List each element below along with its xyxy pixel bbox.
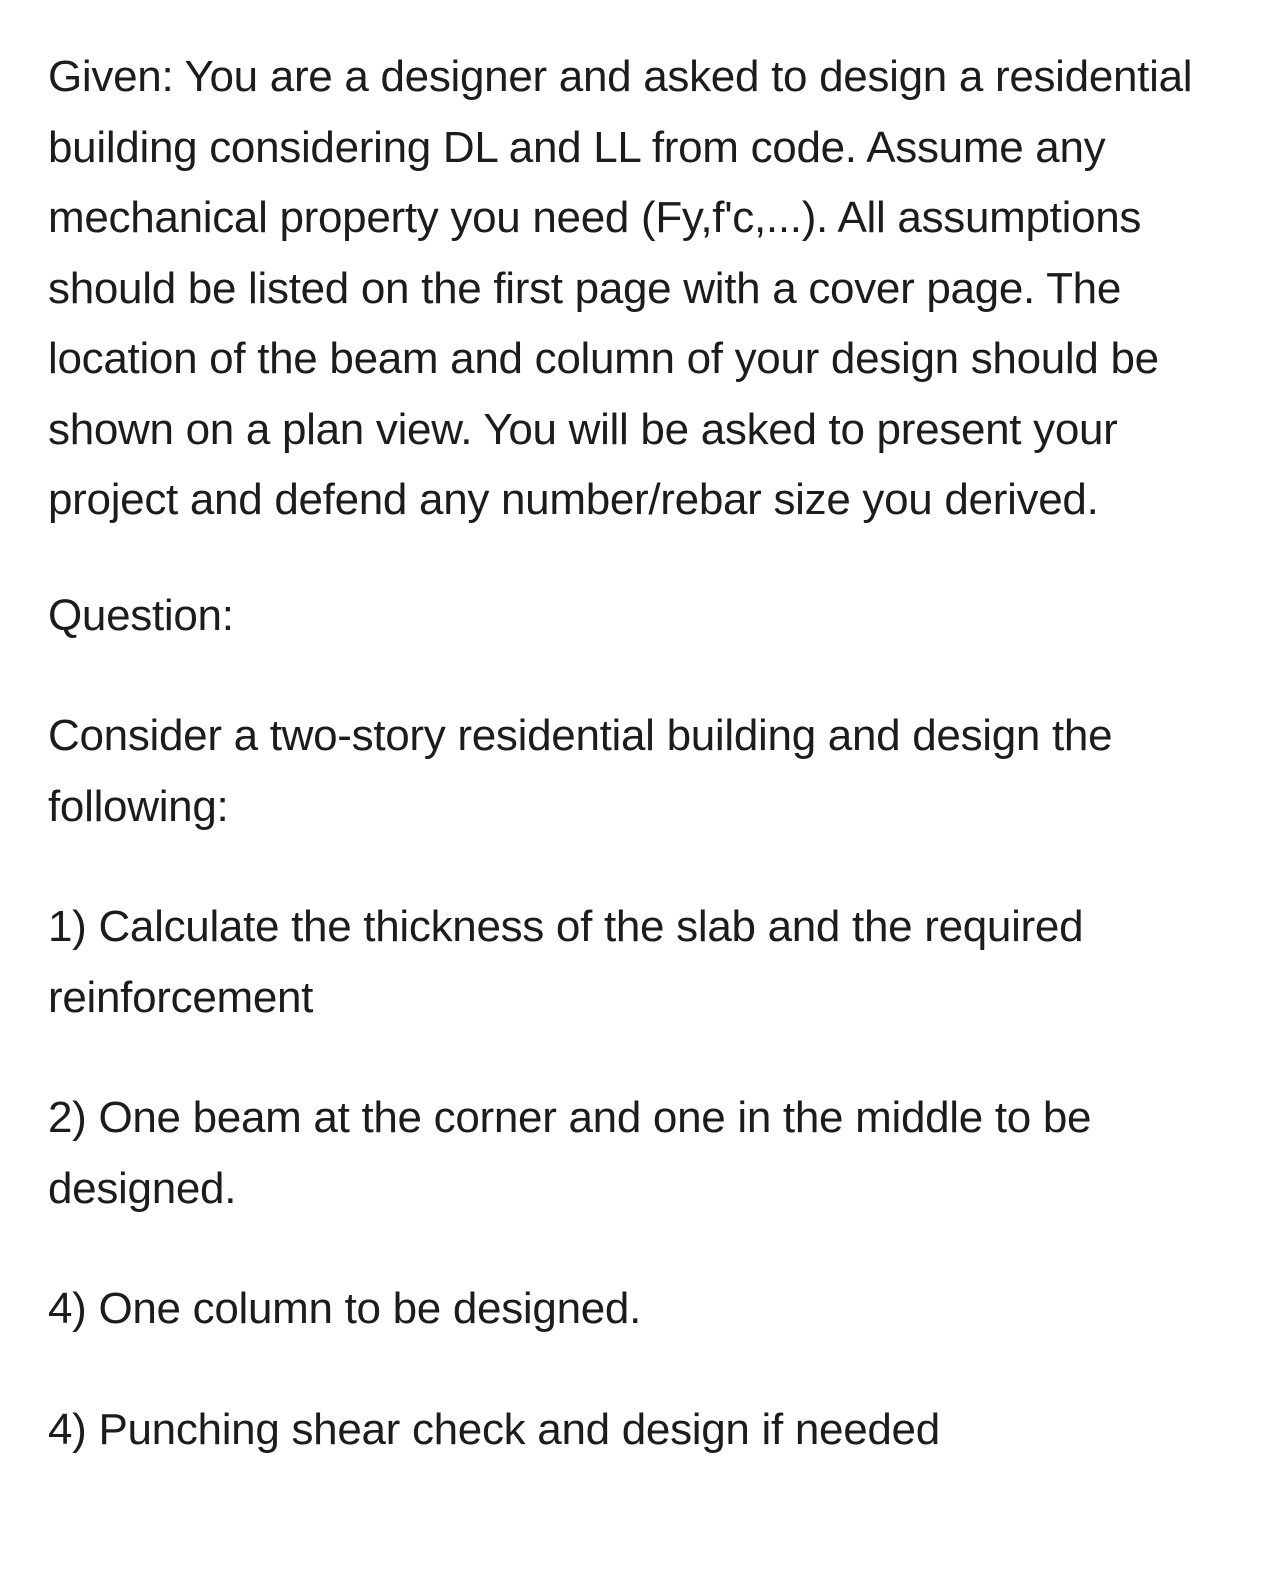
question-item-1: 1) Calculate the thickness of the slab and the required reinforcement — [48, 902, 1096, 1022]
spacer — [48, 536, 1248, 581]
given-paragraph: Given: You are a designer and asked to design a residential building considering DL and LL from code. Assume any mechanical property you need (Fy,f'c,...). All assumptions should be listed on the first page with a cover page. The location of the beam and column of your design should be shown on a plan view. You will be asked to present your project and defend any number/rebar size you derived. — [48, 52, 1205, 524]
document-body — [48, 42, 1248, 1465]
question-item-2: 2) One beam at the corner and one in the middle to be designed. — [48, 1093, 1104, 1213]
spacer — [48, 842, 1248, 892]
question-item-4: 4) Punching shear check and design if needed — [48, 1404, 940, 1454]
spacer — [48, 1033, 1248, 1083]
question-heading: Question: — [48, 590, 234, 640]
spacer — [48, 1224, 1248, 1274]
spacer — [48, 1345, 1248, 1395]
question-item-3: 4) One column to be designed. — [48, 1284, 642, 1333]
intro-paragraph: Consider a two-story residential building and design the following: — [48, 711, 1125, 831]
spacer — [48, 651, 1248, 701]
